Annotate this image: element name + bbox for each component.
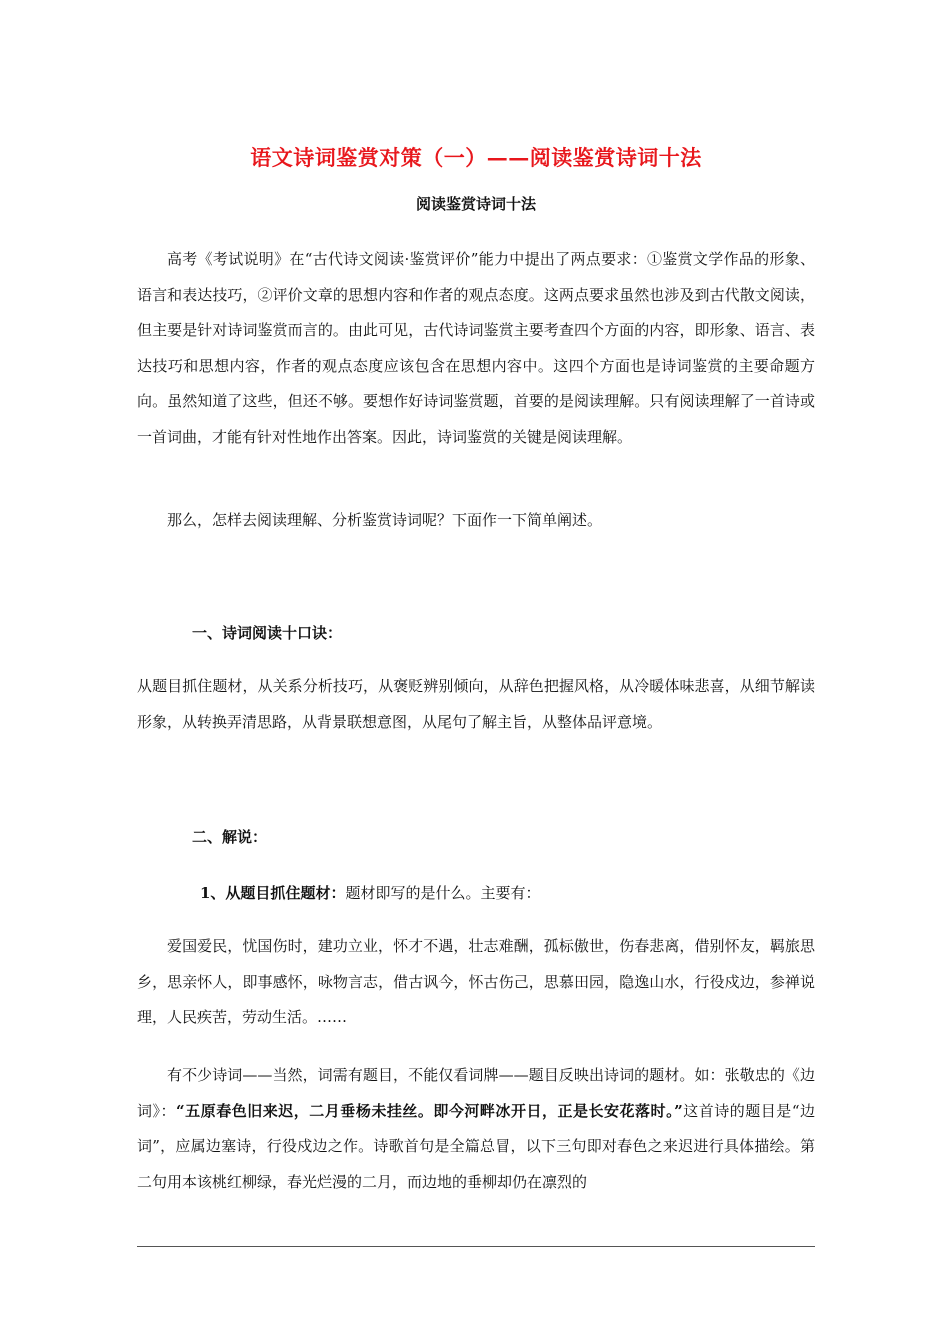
footer-divider bbox=[137, 1246, 815, 1247]
document-title: 语文诗词鉴赏对策（一）——阅读鉴赏诗词十法 bbox=[250, 145, 702, 170]
example-paragraph bbox=[137, 1058, 815, 1200]
section2-heading: 二、解说： bbox=[192, 828, 268, 846]
item1-label: 1、从题目抓住题材： bbox=[200, 884, 346, 902]
intro-paragraph: 高考《考试说明》在“古代诗文阅读·鉴赏评价”能力中提出了两点要求：①鉴赏文学作品的形象、语言和表达技巧，②评价文章的思想内容和作者的观点态度。这两点要求虽然也涉及到古代散文阅读，但主要是针对诗词鉴赏而言的。由此可见，古代诗词鉴赏主要考查四个方面的内容，即形象、语言、表达技巧和思想内容，作者的观点态度应该包含在思想内容中。这四个方面也是诗词鉴赏的主要命题方向。虽然知道了这些，但还不够。要想作好诗词鉴赏题，首要的是阅读理解。只有阅读理解了一首诗或一首词曲，才能有针对性地作出答案。因此，诗词鉴赏的关键是阅读理解。 bbox=[137, 250, 815, 446]
item1 bbox=[200, 882, 540, 904]
example-before: 有不少诗词——当然，词需有题目，不能仅看词牌——题目反映出诗词的题材。如：张敬忠的《边词》： bbox=[137, 1066, 815, 1120]
example-after: 这首诗的题目是“边词”，应属边塞诗，行役戍边之作。诗歌首句是全篇总冒，以下三句即对春色之来迟进行具体描绘。第二句用本该桃红柳绿，春光烂漫的二月，而边地的垂柳却仍在凛烈的 bbox=[137, 1101, 815, 1191]
example-quote: “五原春色旧来迟，二月垂杨未挂丝。即今河畔冰开日，正是长安花落时。” bbox=[176, 1101, 683, 1120]
document-subtitle: 阅读鉴赏诗词十法 bbox=[415, 195, 536, 213]
transition-paragraph: 那么，怎样去阅读理解、分析鉴赏诗词呢？下面作一下简单阐述。 bbox=[167, 511, 603, 529]
item1-text: 题材即写的是什么。主要有： bbox=[345, 884, 541, 902]
themes-paragraph: 爱国爱民，忧国伤时，建功立业，怀才不遇，壮志难酬，孤标傲世，伤春悲离，借别怀友，羁旅思乡，思亲怀人，即事感怀，咏物言志，借古讽今，怀古伤己，思慕田园，隐逸山水，行役戍边，参禅说理，人民疾苦，劳动生活。…… bbox=[137, 937, 815, 1026]
section1-body: 从题目抓住题材，从关系分析技巧，从褒贬辨别倾向，从辞色把握风格，从冷暖体味悲喜，从细节解读形象，从转换弄清思路，从背景联想意图，从尾句了解主旨，从整体品评意境。 bbox=[137, 677, 815, 731]
section1-heading: 一、诗词阅读十口诀： bbox=[192, 624, 343, 642]
